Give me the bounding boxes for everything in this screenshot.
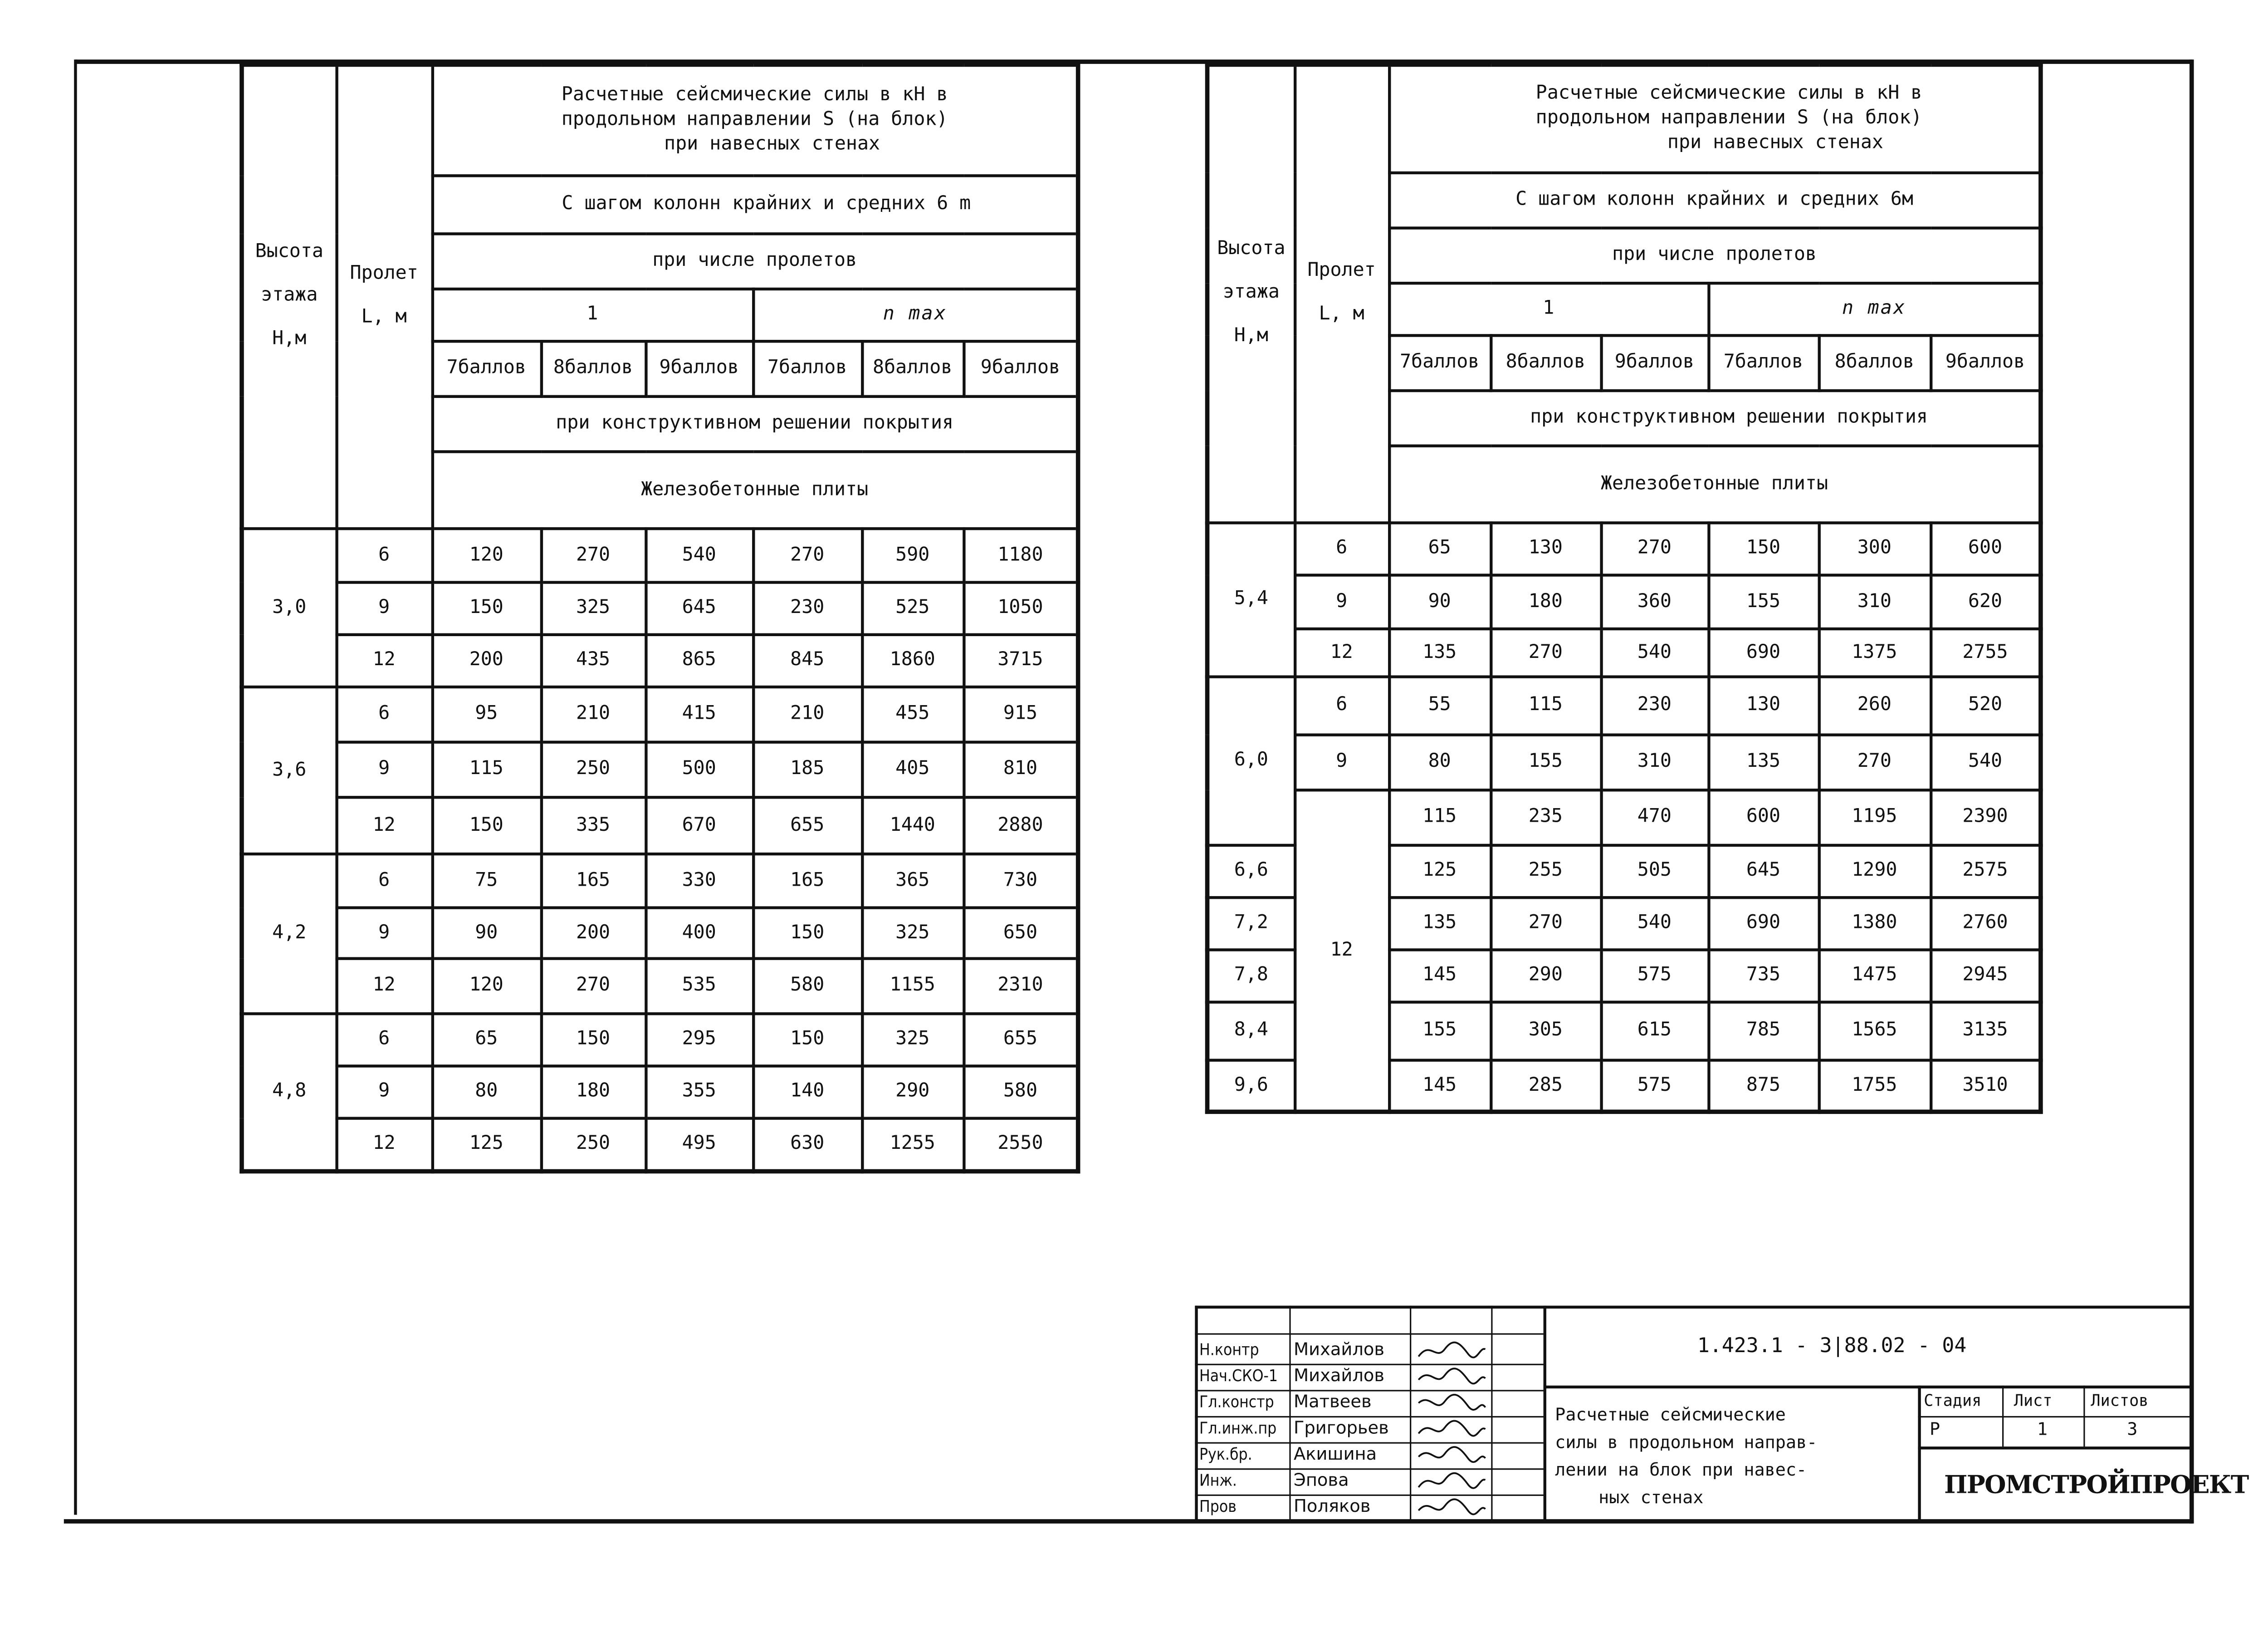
points-header: 9баллов [1601,335,1708,390]
value-cell: 2550 [963,1118,1078,1171]
value-cell: 310 [1818,574,1930,628]
points-header: 8баллов [1491,335,1601,390]
value-cell: 690 [1708,897,1818,949]
value-cell: 155 [1708,574,1818,628]
signatory-role: Инж. [1199,1471,1237,1491]
table-title [1389,64,2041,172]
value-cell: 875 [1708,1059,1818,1112]
floor-height-cell: 3,6 [242,686,336,853]
value-cell: 2945 [1931,949,2041,1001]
value-cell: 210 [753,686,862,741]
handwritten-signature [1413,1442,1488,1468]
span-cell: 9 [336,1065,432,1118]
table-row [242,1118,1078,1171]
value-cell: 1440 [862,797,963,853]
value-cell: 270 [541,958,645,1013]
value-cell: 645 [1708,844,1818,897]
span-cell: 12 [336,1118,432,1171]
value-cell: 115 [432,741,541,797]
span-group-nmax: n max [1708,283,2041,335]
span-cell: 12 [1295,628,1389,676]
floor-height-cell: 3,0 [242,528,336,687]
value-cell: 540 [1601,897,1708,949]
column-step-caption: С шагом колонн крайних и средних 6 m [432,175,1078,233]
stamp-line [1544,1306,1546,1522]
value-cell: 150 [432,797,541,853]
span-cell: 9 [336,907,432,958]
value-cell: 165 [541,853,645,907]
table-row [242,797,1078,853]
table-row [1207,789,2041,845]
value-cell: 135 [1389,628,1491,676]
value-cell: 95 [432,686,541,741]
value-cell: 1180 [963,528,1078,582]
value-cell: 260 [1818,676,1930,734]
value-cell: 915 [963,686,1078,741]
value-cell: 355 [645,1065,753,1118]
value-cell: 690 [1708,628,1818,676]
table-row [242,686,1078,741]
value-cell: 2390 [1931,789,2041,845]
value-cell: 2575 [1931,844,2041,897]
value-cell: 270 [753,528,862,582]
value-cell: 540 [1601,628,1708,676]
structure-caption: при конструктивном решении покрытия [1389,390,2041,445]
value-cell: 655 [753,797,862,853]
value-cell: 165 [753,853,862,907]
sheet-title-line: силы в продольном направ- [1555,1432,1818,1452]
signatory-name: Михайлов [1293,1365,1385,1386]
value-cell: 310 [1601,734,1708,789]
value-cell: 150 [753,907,862,958]
value-cell: 655 [963,1013,1078,1065]
table-row [1207,628,2041,676]
floor-height-cell: 5,4 [1207,522,1295,676]
sheet-title-line: ных стенах [1598,1487,1704,1508]
floor-height-cell: 6,6 [1207,844,1295,897]
value-cell: 535 [645,958,753,1013]
handwritten-signature [1413,1416,1488,1442]
value-cell: 735 [1708,949,1818,1001]
seismic-forces-table-right [1205,63,2043,1114]
signatory-role: Гл.констр [1199,1393,1274,1412]
floor-height-cell: 4,8 [242,1013,336,1172]
value-cell: 180 [541,1065,645,1118]
value-cell: 115 [1491,676,1601,734]
column-step-caption: С шагом колонн крайних и средних 6м [1389,172,2041,227]
value-cell: 270 [1818,734,1930,789]
span-cell: 9 [1295,574,1389,628]
spans-caption: при числе пролетов [432,233,1078,289]
span-cell: 9 [1295,734,1389,789]
value-cell: 3715 [963,634,1078,686]
span-cell: 6 [336,686,432,741]
stamp-line [1918,1416,2191,1417]
sheets-value: 3 [2127,1419,2138,1440]
points-header: 8баллов [1818,335,1930,390]
span-cell: 9 [336,582,432,634]
value-cell: 1290 [1818,844,1930,897]
value-cell: 135 [1708,734,1818,789]
header-span: Пролет L, м [336,64,432,528]
title-line: Расчетные сейсмические силы в кН в [1535,83,1922,105]
stage-value: Р [1929,1419,1941,1440]
organization-logo: ПРОМСТРОЙПРОЕКТ [1944,1471,2248,1501]
value-cell: 295 [645,1013,753,1065]
value-cell: 1050 [963,582,1078,634]
value-cell: 130 [1708,676,1818,734]
value-cell: 590 [862,528,963,582]
value-cell: 145 [1389,949,1491,1001]
spans-caption: при числе пролетов [1389,227,2041,283]
points-header: 9баллов [645,341,753,396]
value-cell: 865 [645,634,753,686]
handwritten-signature [1413,1468,1488,1495]
signatory-name: Григорьев [1293,1417,1389,1438]
value-cell: 1380 [1818,897,1930,949]
table-row [242,907,1078,958]
points-header: 9баллов [1931,335,2041,390]
value-cell: 65 [1389,522,1491,574]
value-cell: 270 [541,528,645,582]
header-floor-height: Высота этажа Н,м [242,64,336,528]
table-row [242,1013,1078,1065]
value-cell: 2880 [963,797,1078,853]
points-header: 7баллов [753,341,862,396]
value-cell: 1155 [862,958,963,1013]
value-cell: 845 [753,634,862,686]
value-cell: 500 [645,741,753,797]
sheet-title-line: лении на блок при навес- [1555,1459,1807,1480]
floor-height-cell: 4,2 [242,853,336,1013]
value-cell: 645 [645,582,753,634]
span-cell: 12 [1295,789,1389,1112]
value-cell: 155 [1389,1001,1491,1059]
handwritten-signature [1413,1338,1488,1364]
value-cell: 495 [645,1118,753,1171]
table-row [1207,734,2041,789]
value-cell: 255 [1491,844,1601,897]
value-cell: 3135 [1931,1001,2041,1059]
left-data-rows [242,528,1078,1172]
handwritten-signature [1413,1495,1488,1521]
floor-height-cell: 6,0 [1207,676,1295,844]
value-cell: 145 [1389,1059,1491,1112]
title-line: Расчетные сейсмические силы в кН в [561,84,948,107]
stage-label: Стадия [1924,1391,1982,1411]
floor-height-cell: 8,4 [1207,1001,1295,1059]
floor-height-cell: 7,8 [1207,949,1295,1001]
points-header: 8баллов [862,341,963,396]
value-cell: 230 [753,582,862,634]
value-cell: 90 [1389,574,1491,628]
value-cell: 3510 [1931,1059,2041,1112]
stamp-line [1195,1333,1543,1334]
handwritten-signature [1413,1364,1488,1390]
span-cell: 6 [1295,676,1389,734]
value-cell: 650 [963,907,1078,958]
value-cell: 150 [541,1013,645,1065]
points-header: 7баллов [1708,335,1818,390]
stamp-line [1918,1386,1921,1522]
value-cell: 580 [753,958,862,1013]
value-cell: 290 [1491,949,1601,1001]
value-cell: 1565 [1818,1001,1930,1059]
title-line: при навесных стенах [664,134,880,156]
value-cell: 305 [1491,1001,1601,1059]
table-row [242,528,1078,582]
table-row [1207,574,2041,628]
value-cell: 600 [1931,522,2041,574]
value-cell: 55 [1389,676,1491,734]
value-cell: 470 [1601,789,1708,845]
value-cell: 810 [963,741,1078,797]
value-cell: 2310 [963,958,1078,1013]
value-cell: 200 [432,634,541,686]
sheet-title-line: Расчетные сейсмические [1555,1404,1786,1425]
cover-type: Железобетонные плиты [1389,445,2041,522]
value-cell: 270 [1491,897,1601,949]
value-cell: 455 [862,686,963,741]
span-group-1: 1 [432,288,753,340]
value-cell: 1195 [1818,789,1930,845]
value-cell: 405 [862,741,963,797]
value-cell: 630 [753,1118,862,1171]
value-cell: 600 [1708,789,1818,845]
floor-height-cell: 9,6 [1207,1059,1295,1112]
floor-height-cell: 7,2 [1207,897,1295,949]
signatory-name: Матвеев [1293,1391,1372,1412]
value-cell: 575 [1601,1059,1708,1112]
document-code: 1.423.1 - 3|88.02 - 04 [1697,1334,1967,1358]
value-cell: 80 [432,1065,541,1118]
title-line: при навесных стенах [1667,132,1883,155]
value-cell: 235 [1491,789,1601,845]
right-data-rows [1207,522,2041,1112]
value-cell: 150 [1708,522,1818,574]
points-header: 7баллов [1389,335,1491,390]
signatory-role: Н.контр [1199,1340,1259,1360]
span-cell: 6 [1295,522,1389,574]
value-cell: 230 [1601,676,1708,734]
value-cell: 1860 [862,634,963,686]
value-cell: 115 [1389,789,1491,845]
table-row [242,634,1078,686]
value-cell: 1475 [1818,949,1930,1001]
signatory-name: Акишина [1293,1443,1377,1464]
signatory-name: Поляков [1293,1496,1371,1516]
value-cell: 75 [432,853,541,907]
value-cell: 670 [645,797,753,853]
value-cell: 360 [1601,574,1708,628]
span-cell: 9 [336,741,432,797]
title-line: продольном направлении S (на блок) [561,109,948,131]
value-cell: 520 [1931,676,2041,734]
frame-border-right [2190,59,2194,1524]
value-cell: 250 [541,1118,645,1171]
table-row [242,853,1078,907]
value-cell: 65 [432,1013,541,1065]
points-header: 7баллов [432,341,541,396]
span-cell: 12 [336,797,432,853]
frame-border-left [74,59,77,1515]
value-cell: 580 [963,1065,1078,1118]
value-cell: 1255 [862,1118,963,1171]
value-cell: 330 [645,853,753,907]
value-cell: 180 [1491,574,1601,628]
points-header: 8баллов [541,341,645,396]
value-cell: 365 [862,853,963,907]
value-cell: 435 [541,634,645,686]
signatory-role: Нач.СКО-1 [1199,1367,1278,1386]
value-cell: 290 [862,1065,963,1118]
table-row [1207,522,2041,574]
sheet-value: 1 [2037,1419,2048,1440]
sheet-title [1555,1402,1817,1512]
value-cell: 335 [541,797,645,853]
stamp-line [1491,1306,1492,1522]
span-group-nmax: n max [753,288,1078,340]
cover-type: Железобетонные плиты [432,451,1078,528]
value-cell: 615 [1601,1001,1708,1059]
value-cell: 185 [753,741,862,797]
value-cell: 620 [1931,574,2041,628]
value-cell: 210 [541,686,645,741]
header-span: Пролет L, м [1295,64,1389,522]
table-title [432,64,1078,175]
sheets-label: Листов [2091,1391,2149,1411]
value-cell: 135 [1389,897,1491,949]
sheet-label: Лист [2014,1391,2053,1411]
span-cell: 6 [336,528,432,582]
table-row [242,958,1078,1013]
value-cell: 525 [862,582,963,634]
stamp-line [1195,1306,2191,1309]
stamp-line [1195,1520,1543,1522]
table-row [242,582,1078,634]
value-cell: 785 [1708,1001,1818,1059]
stamp-line [1195,1306,1198,1522]
signatory-name: Эпова [1293,1470,1349,1491]
signatory-role: Пров [1199,1497,1237,1516]
value-cell: 150 [753,1013,862,1065]
header-floor-height: Высота этажа Н,м [1207,64,1295,522]
points-header: 9баллов [963,341,1078,396]
stamp-line [1544,1386,2191,1388]
value-cell: 1755 [1818,1059,1930,1112]
value-cell: 415 [645,686,753,741]
value-cell: 80 [1389,734,1491,789]
stamp-line [1289,1306,1290,1522]
signatory-name: Михайлов [1293,1339,1385,1360]
value-cell: 2760 [1931,897,2041,949]
value-cell: 730 [963,853,1078,907]
value-cell: 325 [541,582,645,634]
value-cell: 575 [1601,949,1708,1001]
value-cell: 400 [645,907,753,958]
table-row [242,1065,1078,1118]
value-cell: 130 [1491,522,1601,574]
value-cell: 90 [432,907,541,958]
title-line: продольном направлении S (на блок) [1535,108,1922,130]
value-cell: 2755 [1931,628,2041,676]
structure-caption: при конструктивном решении покрытия [432,396,1078,451]
table-row [1207,676,2041,734]
signatory-role: Рук.бр. [1199,1445,1252,1464]
value-cell: 120 [432,528,541,582]
value-cell: 325 [862,907,963,958]
title-block [1195,1306,2248,1522]
value-cell: 1375 [1818,628,1930,676]
value-cell: 285 [1491,1059,1601,1112]
value-cell: 150 [432,582,541,634]
value-cell: 155 [1491,734,1601,789]
stamp-line [1410,1306,1411,1522]
value-cell: 540 [1931,734,2041,789]
value-cell: 270 [1491,628,1601,676]
value-cell: 250 [541,741,645,797]
value-cell: 270 [1601,522,1708,574]
value-cell: 540 [645,528,753,582]
span-cell: 6 [336,1013,432,1065]
value-cell: 300 [1818,522,1930,574]
stamp-line [1918,1447,2191,1449]
value-cell: 140 [753,1065,862,1118]
value-cell: 200 [541,907,645,958]
value-cell: 505 [1601,844,1708,897]
signatory-role: Гл.инж.пр [1199,1419,1277,1438]
table-row [242,741,1078,797]
value-cell: 125 [1389,844,1491,897]
span-cell: 12 [336,958,432,1013]
value-cell: 120 [432,958,541,1013]
value-cell: 125 [432,1118,541,1171]
handwritten-signature [1413,1390,1488,1416]
seismic-forces-table-left [240,63,1080,1174]
span-cell: 6 [336,853,432,907]
span-cell: 12 [336,634,432,686]
value-cell: 325 [862,1013,963,1065]
span-group-1: 1 [1389,283,1708,335]
